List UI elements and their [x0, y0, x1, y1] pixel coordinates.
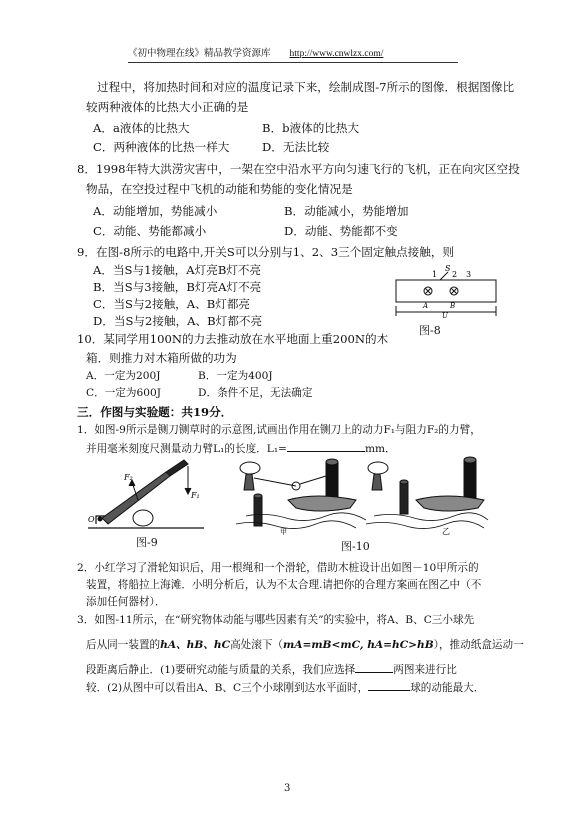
p3-line-2-a: 后从同一装置的: [86, 639, 161, 651]
q7-option-c: C．两种液体的比热一样大: [93, 140, 230, 154]
section-3-title: 三．作图与实验题：共19分．: [77, 405, 233, 419]
q7-option-d: D．无法比较: [262, 140, 330, 154]
p3-line-4-a: 较．(2)从图中可以看出A、B、C三个小球刚到达水平面时，: [86, 682, 369, 694]
figure-10-caption: 图-10: [341, 540, 370, 553]
q8-option-a: A．动能增加，势能减小: [93, 204, 218, 218]
fig10-label-jia: 甲: [280, 528, 287, 536]
q7-option-b: B．b液体的比热大: [262, 121, 360, 135]
fig8-label-3: 3: [466, 270, 472, 279]
p3-line-4-b: 球的动能最大．: [410, 682, 485, 694]
q8-option-d: D．动能、势能都不变: [284, 224, 398, 238]
circuit-wire-loop: [396, 280, 496, 302]
fig8-label-a: A: [423, 302, 429, 310]
q10-option-c: C．一定为600J: [86, 387, 161, 399]
fig9-label-f1: F₁: [191, 491, 200, 500]
fig9-label-o: O: [88, 515, 95, 524]
fig8-label-s: S: [445, 264, 451, 273]
figure-8-circuit: [392, 266, 502, 320]
q9-line-1: 9．在图-8所示的电路中,开关S可以分别与1、2、3三个固定触点接触，则: [77, 245, 455, 259]
header-title: 《初中物理在线》精品教学资源库: [128, 48, 271, 59]
header-url[interactable]: http://www.cnwlzx.com/: [289, 49, 384, 59]
figure-9-caption: 图-9: [136, 536, 158, 549]
p3-heights: hA、hB、hC: [160, 639, 231, 651]
q7-option-a: A．a液体的比热大: [93, 121, 190, 135]
q7-line-1: 过程中，将加热时间和对应的温度记录下来，绘制成图-7所示的图像．根据图像比: [97, 80, 515, 94]
p3-line-3: [86, 660, 457, 678]
page-number: 3: [284, 783, 291, 794]
q9-option-c: C．当S与2接触，A、B灯都亮: [93, 297, 251, 311]
p1-line-2: [86, 439, 396, 457]
q10-line-2: 箱．则推力对木箱所做的功为: [86, 351, 237, 365]
q10-option-b: B．一定为400J: [198, 370, 273, 382]
q8-option-b: B．动能减小，势能增加: [284, 204, 409, 218]
p3-condition: mA=mB<mC, hA=hC>hB: [283, 639, 434, 651]
p1-line-2-after: mm．: [364, 443, 396, 455]
q10-option-d: D．条件不足，无法确定: [198, 387, 313, 399]
figure-8-caption: 图-8: [419, 324, 441, 337]
figure-10-pulley-boat: [226, 456, 488, 538]
p3-line-3-b: 两图来进行比: [393, 664, 457, 676]
q10-option-a: A．一定为200J: [86, 370, 161, 382]
q8-line-1: 8．1998年特大洪涝灾害中，一架在空中沿水平方向匀速飞行的飞机，正在向灾区空投: [77, 162, 520, 176]
q8-line-2: 物品，在空投过程中飞机的动能和势能的变化情况是: [86, 182, 353, 196]
fig9-label-f2: F₂: [124, 473, 133, 482]
p3-line-2: [86, 637, 524, 653]
p1-line-1: 1．如图-9所示是铡刀铡草时的示意图,试画出作用在铡刀上的动力F₁与阻力F₂的力臂，: [77, 424, 481, 436]
p2-line-1: 2．小红学习了滑轮知识后，用一根绳和一个滑轮，借助木桩设计出如图－10甲所示的: [77, 562, 479, 574]
q10-line-1: 10．某同学用100N的力去推动放在水平地面上重200N的木: [77, 332, 389, 346]
l1-answer-blank[interactable]: [287, 439, 365, 452]
p2-line-2: 装置，将船拉上海滩．小明分析后，认为不太合理.请把你的合理方案画在图乙中（不: [86, 579, 482, 591]
p3-answer-blank-2[interactable]: [368, 678, 410, 691]
q9-option-b: B．当S与3接触，B灯亮A灯不亮: [93, 280, 262, 294]
fig8-label-b: B: [450, 302, 456, 310]
fig10-label-yi: 乙: [442, 527, 450, 536]
figure-9-hay-cutter: [88, 456, 206, 536]
p3-line-2-b: 高处滚下（: [230, 639, 284, 651]
switch-s-icon: [440, 272, 448, 280]
fig8-label-1: 1: [432, 270, 438, 279]
p3-answer-blank-1[interactable]: [355, 660, 393, 673]
p3-line-2-c: ），推动纸盒运动一: [433, 639, 524, 651]
q9-option-a: A．当S与1接触，A灯亮B灯不亮: [93, 263, 262, 277]
page-header: [128, 46, 458, 63]
q7-line-2: 较两种液体的比热大小正确的是: [86, 100, 249, 114]
p3-line-1: 3．如图-11所示，在“研究物体动能与哪些因素有关”的实验中，将A、B、C三小球先: [77, 614, 475, 626]
fig8-label-2: 2: [452, 270, 458, 279]
fig8-label-u: U: [442, 312, 448, 320]
p1-line-2-before: 并用毫米刻度尺测量动力臂L₁的长度．L₁=: [86, 443, 287, 455]
q9-option-d: D．当S与2接触，A、B灯都不亮: [93, 314, 263, 328]
p3-line-4: [86, 678, 484, 696]
p3-line-3-a: 段距离后静止．(1)要研究动能与质量的关系，我们应选择: [86, 664, 356, 676]
q8-option-c: C．动能、势能都减小: [93, 224, 207, 238]
p2-line-3: 添加任何器材）．: [86, 596, 166, 608]
